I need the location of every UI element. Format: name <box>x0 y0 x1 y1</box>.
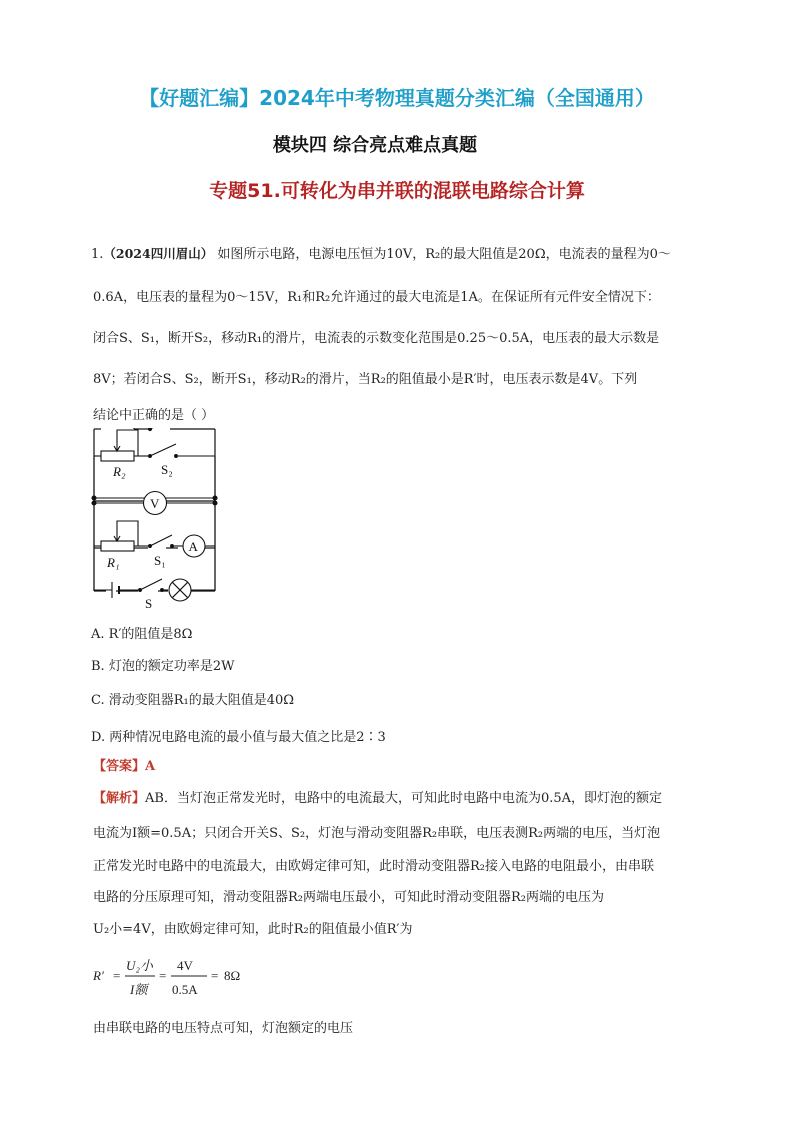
svg-text:=: = <box>211 968 219 983</box>
formula-num1: U₂小 <box>126 958 153 973</box>
option-d: D. 两种情况电路电流的最小值与最大值之比是2∶3 <box>91 730 386 745</box>
formula-den1: I额 <box>130 982 148 997</box>
module-title: 模块四 综合亮点难点真题 <box>272 135 478 156</box>
question-text-1: 如图所示电路，电源电压恒为10V，R₂的最大阻值是20Ω，电流表的量程为0～ <box>217 247 671 262</box>
explanation-text-1: AB．当灯泡正常发光时，电路中的电流最大，可知此时电路中电流为0.5A，即灯泡的额定 <box>145 791 663 806</box>
explanation-line-2: 电流为I额=0.5A；只闭合开关S、S₂，灯泡与滑动变阻器R₂串联，电压表测R₂两端的电压，当灯泡 <box>93 826 661 841</box>
series-title: 【好题汇编】2024年中考物理真题分类汇编（全国通用） <box>139 86 655 110</box>
formula-r-prime <box>93 952 313 1002</box>
explanation-line-6: 由串联电路的电压特点可知，灯泡额定的电压 <box>93 1021 354 1036</box>
ammeter-label: A <box>188 539 198 554</box>
s2-label: S₂ <box>161 462 173 477</box>
formula-lhs: R′ <box>93 968 104 983</box>
option-b: B. 灯泡的额定功率是2W <box>91 659 235 674</box>
s-label: S <box>145 596 153 611</box>
voltmeter-label: V <box>150 496 160 511</box>
option-a: A. R′的阻值是8Ω <box>91 627 193 642</box>
question-line-2: 0.6A，电压表的量程为0～15V，R₁和R₂允许通过的最大电流是1A。在保证所有元件安全情况下： <box>93 290 660 305</box>
svg-text:=: = <box>113 968 121 983</box>
answer-value: A <box>145 759 156 774</box>
answer-line <box>93 755 155 774</box>
topic-title: 专题51.可转化为串并联的混联电路综合计算 <box>209 180 585 202</box>
explanation-label: 【解析】 <box>93 791 146 806</box>
r1-label: R₁ <box>107 555 120 570</box>
s2-switch-blade <box>150 444 176 456</box>
svg-text:=: = <box>159 968 167 983</box>
explanation-line-1 <box>93 787 662 806</box>
question-line-5: 结论中正确的是（ ） <box>93 408 215 423</box>
s1-label: S₁ <box>154 553 166 568</box>
question-line-3: 闭合S、S₁，断开S₂，移动R₁的滑片，电流表的示数变化范围是0.25～0.5A，电压表的最大示数是 <box>93 331 660 346</box>
formula-result: 8Ω <box>224 968 241 983</box>
explanation-line-3: 正常发光时电路中的电流最大，由欧姆定律可知，此时滑动变阻器R₂接入电路的电阻最小，由串联 <box>93 859 655 874</box>
explanation-line-4: 电路的分压原理可知，滑动变阻器R₂两端电压最小，可知此时滑动变阻器R₂两端的电压为 <box>93 890 604 905</box>
question-source: （2024四川眉山） <box>103 246 214 261</box>
question-line-4: 8V；若闭合S、S₂，断开S₁，移动R₂的滑片，当R₂的阻值最小是R′时，电压表示数是4V。下列 <box>93 372 638 387</box>
r2-resistor <box>101 451 134 461</box>
s-switch-blade <box>140 579 162 590</box>
s1-switch-blade <box>150 535 172 546</box>
r2-label: R₂ <box>113 464 126 479</box>
answer-label: 【答案】 <box>93 759 146 774</box>
formula-num2: 4V <box>177 958 193 973</box>
r1-resistor <box>101 541 134 551</box>
option-c: C. 滑动变阻器R₁的最大阻值是40Ω <box>91 693 295 708</box>
question-number: 1. <box>91 247 104 262</box>
formula-den2: 0.5A <box>172 982 198 997</box>
explanation-line-5: U₂小=4V，由欧姆定律可知，此时R₂的阻值最小值R′为 <box>93 922 413 937</box>
